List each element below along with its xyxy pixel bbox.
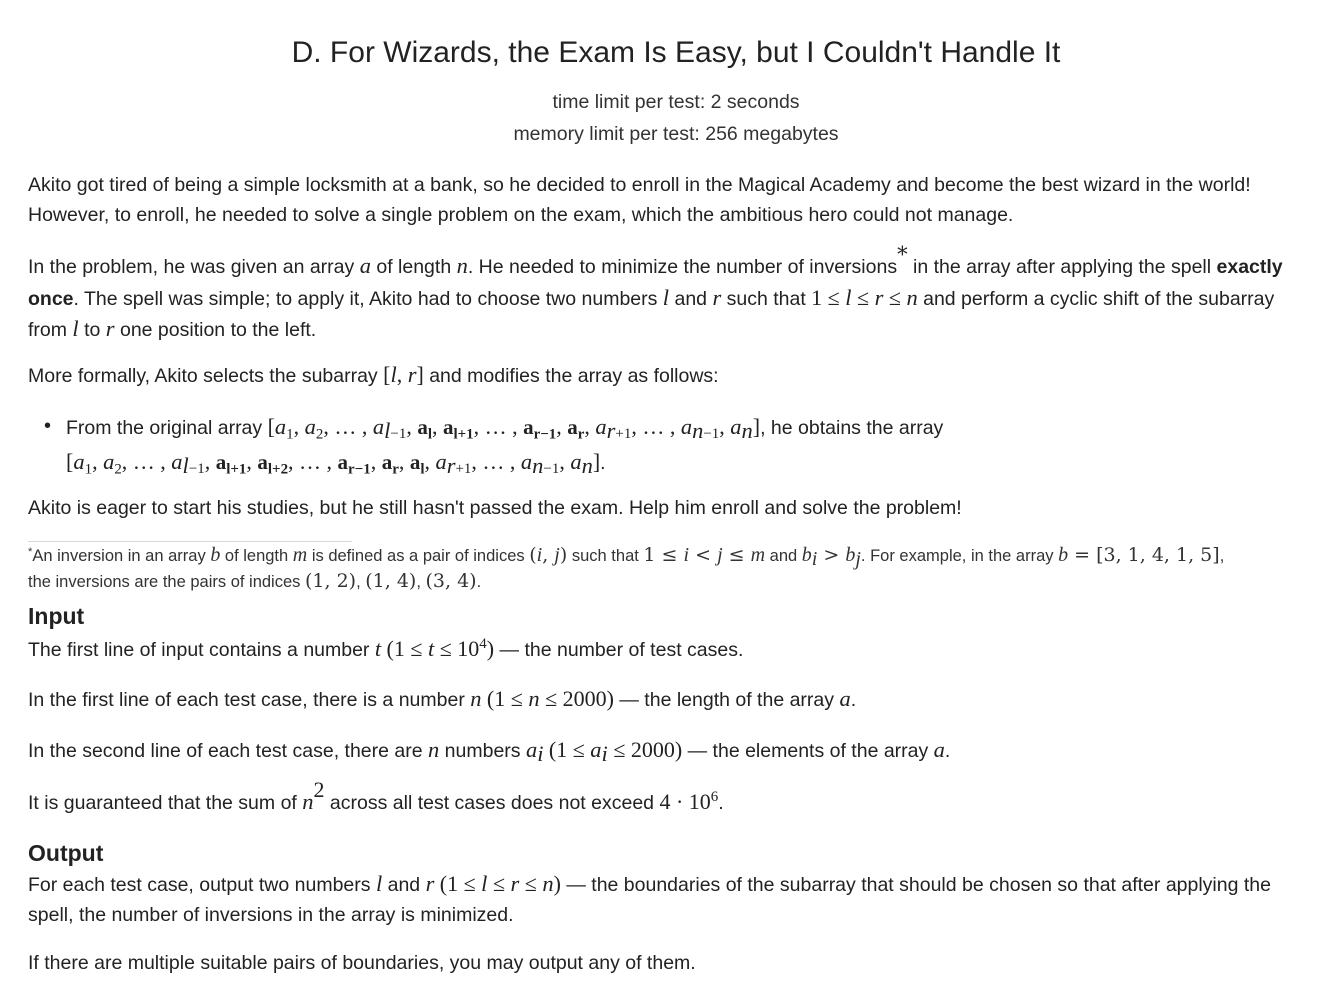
- emphasis-exactly-once: exactly once: [28, 256, 1283, 310]
- input-line-3: In the second line of each test case, there are n numbers $a_i$ $(1 \le a_i \le 2000)$ — the elements of the array a.: [28, 737, 951, 767]
- statement-paragraph-2: In the problem, he was given an array a of length n. He needed to minimize the number of inversions* in the array after applying the spell exactly once. The spell was simple; to apply it, Akito had to choose two numbers l and r such that 1 ≤ l ≤ r ≤ n and perform a cyclic shift of the subarray from l to r one position to the left.: [28, 242, 1283, 341]
- time-limit: time limit per test: 2 seconds: [552, 91, 800, 113]
- input-line-2: In the first line of each test case, there is a number n (1 ≤ n ≤ 2000) — the length of the array a.: [28, 686, 857, 711]
- math-subarray-l-r: [l, r]: [383, 362, 424, 387]
- input-line-4: It is guaranteed that the sum of $n^2$ across all test cases does not exceed $4 \cdot 10^6$.: [28, 776, 724, 814]
- output-line-2: If there are multiple suitable pairs of boundaries, you may output any of them.: [28, 952, 696, 974]
- footnote-marker: *: [897, 242, 908, 267]
- statement-paragraph-3: More formally, Akito selects the subarray [l, r] and modifies the array as follows:: [28, 362, 719, 387]
- math-original-array: [$a_1$, $a_2$, … , $a_{l-1}$, $a_l$, $a_{l+1}$, … , $a_{r-1}$, $a_r$, $a_{r+1}$, … , $a_{n-1}$, $a_n$]: [267, 414, 761, 444]
- problem-title: D. For Wizards, the Exam Is Easy, but I Couldn't Handle It: [291, 36, 1061, 69]
- input-heading: Input: [28, 603, 85, 629]
- footnote-divider: [28, 541, 352, 542]
- output-line-1: For each test case, output two numbers l and r (1 ≤ l ≤ r ≤ n) — the boundaries of the subarray that should be chosen so that after applying the spell, the number of inversions in the array is minimized.: [28, 871, 1271, 926]
- memory-limit: memory limit per test: 256 megabytes: [513, 123, 839, 145]
- math-n: n: [456, 253, 468, 278]
- output-heading: Output: [28, 840, 104, 866]
- math-a: a: [359, 253, 371, 278]
- transformation-list-item: • From the original array [$a_1$, $a_2$, … , $a_{l-1}$, $a_l$, $a_{l+1}$, … , $a_{r-1}$, $a_r$, $a_{r+1}$, … , $a_{n-1}$, $a_n$], he obtains the array [$a_1$, $a_2$, … , $a_{l-1}$, $a_{l+1}$, $a_{l+2}$, … , $a_{r-1}$, $a_r$, $a_l$, $a_{r+1}$, … , $a_{n-1}$, $a_n$].: [44, 410, 1324, 476]
- input-line-1: The first line of input contains a number t $(1 \le t \le 10^4)$ — the number of test cases.: [28, 635, 744, 661]
- math-constraint-l-r: 1 ≤ l ≤ r ≤ n: [811, 284, 918, 310]
- math-l: l: [662, 284, 670, 310]
- statement-paragraph-1: Akito got tired of being a simple locksmith at a bank, so he decided to enroll in the Magical Academy and become the best wizard in the world! However, to enroll, he needed to solve a single problem on the exam, which the ambitious hero could not manage.: [28, 174, 1251, 226]
- footnote: *An inversion in an array b of length m is defined as a pair of indices (i, j) such that 1 ≤ i < j ≤ m and $b_i > b_j$. For example, in the array b = [3, 1, 4, 1, 5], the inversions are the pairs of indices (1, 2), (1, 4), (3, 4).: [28, 544, 1225, 592]
- bullet-icon: •: [44, 415, 52, 437]
- statement-paragraph-4: Akito is eager to start his studies, but he still hasn't passed the exam. Help him enroll and solve the problem!: [28, 497, 962, 519]
- math-shifted-array: [$a_1$, $a_2$, … , $a_{l-1}$, $a_{l+1}$, $a_{l+2}$, … , $a_{r-1}$, $a_r$, $a_l$, $a_{r+1}$, … , $a_{n-1}$, $a_n$]: [66, 449, 601, 479]
- math-r: r: [712, 284, 722, 310]
